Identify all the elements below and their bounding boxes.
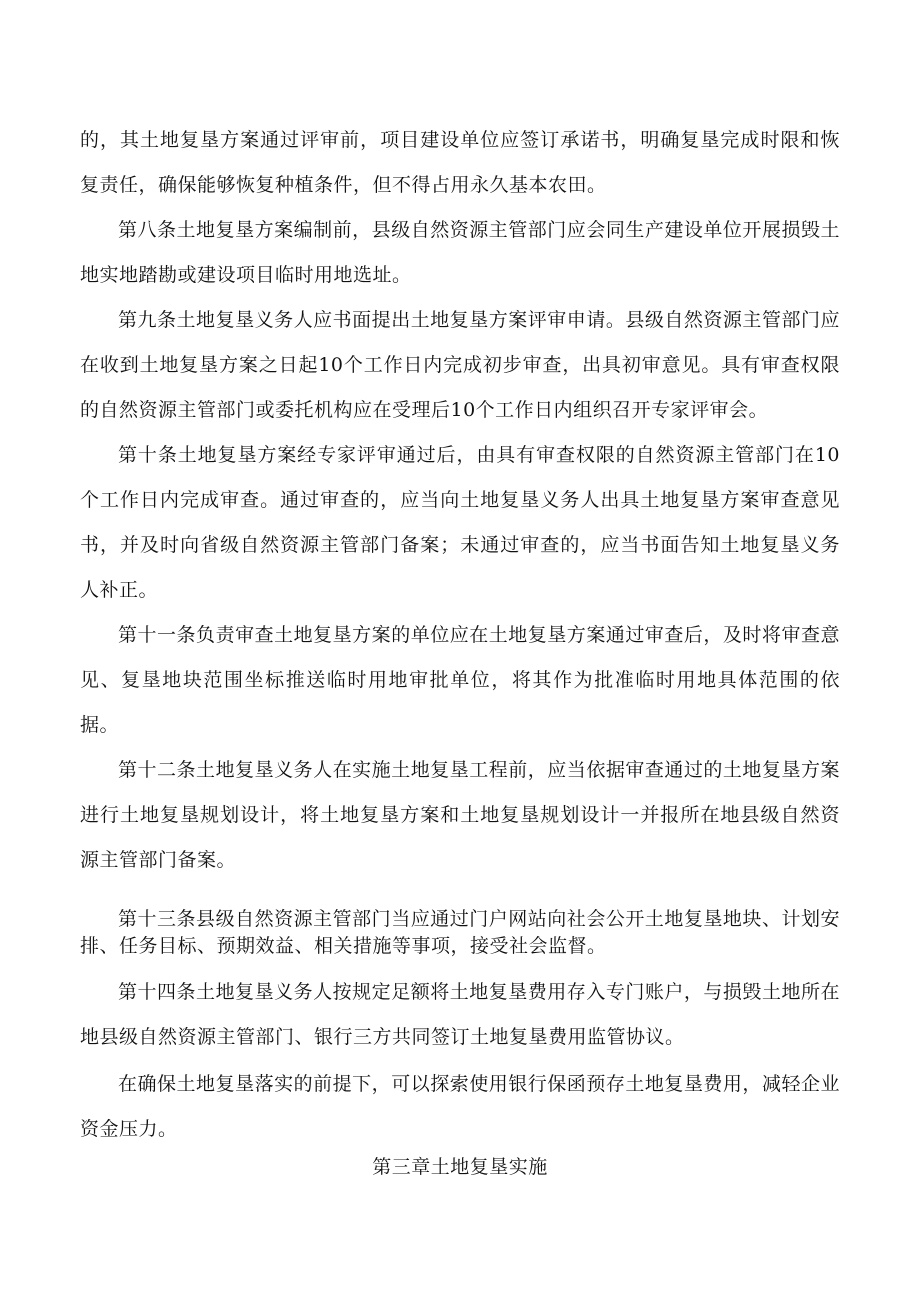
paragraph-article-13: 第十三条县级自然资源主管部门当应通过门户网站向社会公开土地复垦地块、计划安排、任务目标、预期效益、相关措施等事项，接受社会监督。 bbox=[80, 908, 840, 957]
paragraph-bank-guarantee: 在确保土地复垦落实的前提下，可以探索使用银行保函预存土地复垦费用，减轻企业资金压力。 bbox=[80, 1073, 840, 1140]
paragraph-article-14: 第十四条土地复垦义务人按规定足额将土地复垦费用存入专门账户，与损毁土地所在地县级自然资源主管部门、银行三方共同签订土地复垦费用监管协议。 bbox=[80, 981, 840, 1048]
paragraph-continuation: 的，其土地复垦方案通过评审前，项目建设单位应签订承诺书，明确复垦完成时限和恢复责任，确保能够恢复种植条件，但不得占用永久基本农田。 bbox=[80, 129, 840, 196]
paragraph-article-10: 第十条土地复垦方案经专家评审通过后，由具有审查权限的自然资源主管部门在10个工作日内完成审查。通过审查的，应当向土地复垦义务人出具土地复垦方案审查意见书，并及时向省级自然资源主管部门备案；未通过审查的，应当书面告知土地复垦义务人补正。 bbox=[80, 444, 840, 601]
paragraph-article-11: 第十一条负责审查土地复垦方案的单位应在土地复垦方案通过审查后，及时将审查意见、复垦地块范围坐标推送临时用地审批单位，将其作为批准临时用地具体范围的依据。 bbox=[80, 624, 840, 736]
paragraph-article-9: 第九条土地复垦义务人应书面提出土地复垦方案评审申请。县级自然资源主管部门应在收到土地复垦方案之日起10个工作日内完成初步审查，出具初审意见。具有审查权限的自然资源主管部门或委托机构应在受理后10个工作日内组织召开专家评审会。 bbox=[80, 309, 840, 421]
paragraph-article-8: 第八条土地复垦方案编制前，县级自然资源主管部门应会同生产建设单位开展损毁土地实地踏勘或建设项目临时用地选址。 bbox=[80, 219, 840, 286]
chapter-heading: 第三章土地复垦实施 bbox=[372, 1156, 548, 1178]
paragraph-article-12: 第十二条土地复垦义务人在实施土地复垦工程前，应当依据审查通过的土地复垦方案进行土地复垦规划设计，将土地复垦方案和土地复垦规划设计一并报所在地县级自然资源主管部门备案。 bbox=[80, 759, 840, 871]
